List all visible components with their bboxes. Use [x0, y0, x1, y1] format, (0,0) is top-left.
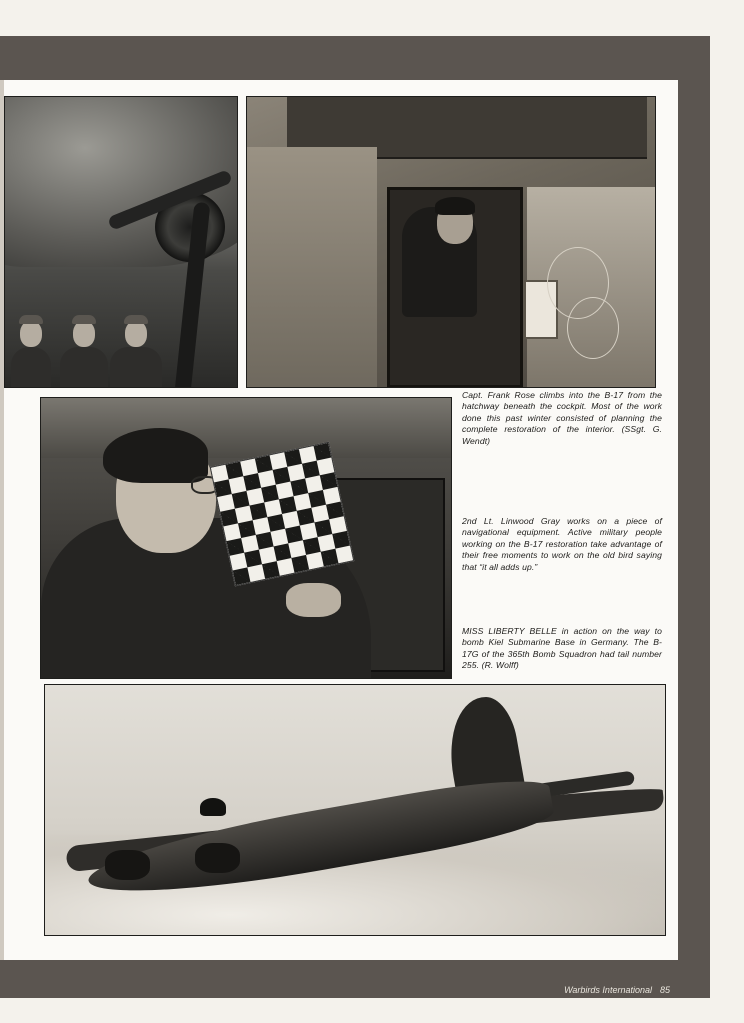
- page-number: 85: [659, 985, 670, 995]
- photo-crew-with-b17: [4, 96, 238, 388]
- caption-miss-liberty-belle: MISS LIBERTY BELLE in action on the way to bomb Kiel Submarine Base in Germany. The B-17G of the 365th Bomb Squadron had tail number 255. (R. Wolff): [462, 626, 662, 671]
- top-turret: [200, 798, 226, 816]
- officer-hair: [435, 197, 475, 215]
- page-footer: [520, 985, 670, 995]
- photo-hatchway-interior: [246, 96, 656, 388]
- engine-nacelle: [105, 850, 150, 880]
- publication-name: Warbirds International: [564, 985, 652, 995]
- scan-margin-bottom: [0, 998, 744, 1023]
- crew-member: [110, 347, 162, 388]
- bulkhead-left: [247, 147, 377, 387]
- navigator-hand: [286, 583, 341, 617]
- wiring: [567, 297, 619, 359]
- caption-frank-rose: Capt. Frank Rose climbs into the B-17 from the hatchway beneath the cockpit. Most of the work done this past winter consisted of planning the complete restoration of the interior. (SSgt. G. Wendt): [462, 390, 662, 446]
- caption-linwood-gray: 2nd Lt. Linwood Gray works on a piece of navigational equipment. Active military people working on the B-17 restoration take advantage of their free moments to work on the old bird saying that “it all adds up.”: [462, 516, 662, 572]
- crew-member: [11, 347, 51, 388]
- crew-member: [60, 347, 108, 388]
- photo-navigator-checkered-flag: [40, 397, 452, 679]
- fuselage-ceiling: [41, 398, 451, 458]
- checkered-flag: [210, 442, 355, 587]
- navigator-hair: [103, 428, 208, 483]
- photo-b17-in-flight: [44, 684, 666, 936]
- engine-nacelle: [195, 843, 240, 873]
